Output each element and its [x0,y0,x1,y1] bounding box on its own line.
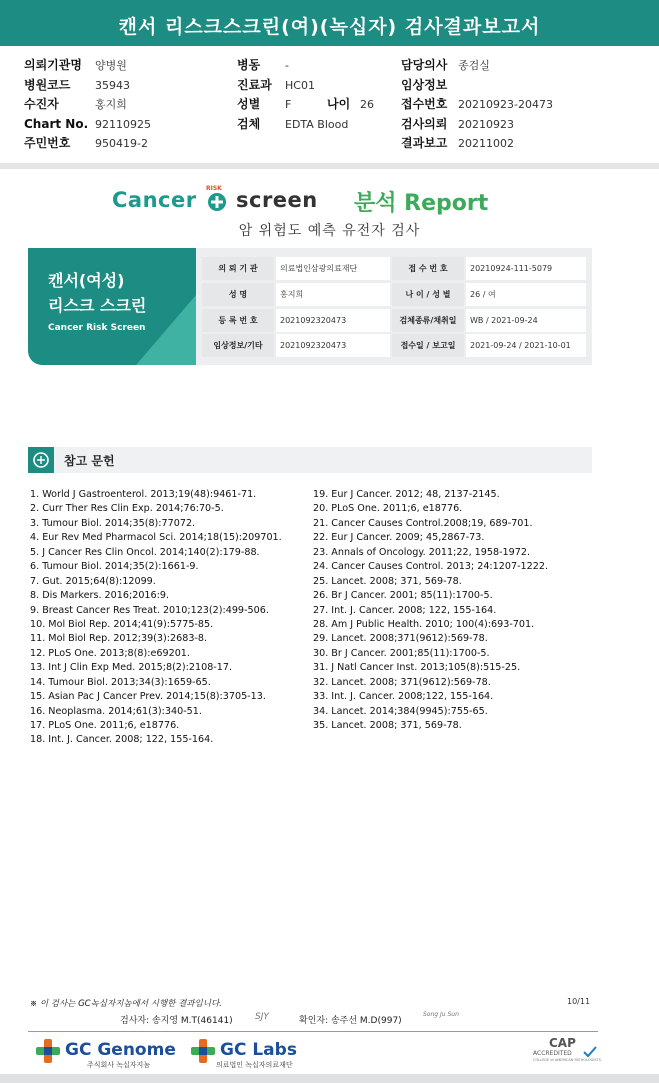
info-value: 2021092320473 [276,309,390,332]
reference-item: 29. Lancet. 2008;371(9612):569-78. [313,633,488,645]
gc-cross-icon [190,1038,216,1064]
reference-item: 9. Breast Cancer Res Treat. 2010;123(2):499-506. [30,604,269,616]
reference-item: 35. Lancet. 2008; 371, 569-78. [313,720,462,731]
reference-item: 26. Br J Cancer. 2001; 85(11):1700-5. [313,590,493,602]
reference-item: 5. J Cancer Res Clin Oncol. 2014;140(2):179-88. [30,546,260,558]
reference-item: 20. PLoS One. 2011;6, e18776. [313,503,463,515]
reference-item: 24. Cancer Causes Control. 2013; 24:1207-1222. [313,561,548,573]
reference-item: 33. Int. J. Cancer. 2008;122, 155-164. [313,691,494,703]
info-label: 임상정보/기타 [202,334,274,357]
footer-note: ※ 이 검사는 GC녹십자지놈에서 시행한 결과입니다. [30,999,222,1009]
reference-item: 31. J Natl Cancer Inst. 2013;105(8):515-25. [313,662,521,674]
logo-risk: RISK [206,185,222,192]
gc-labs-logo [190,1036,320,1070]
hdr-label: 주민번호 [24,136,71,151]
hdr-value: HC01 [285,78,315,92]
card-english-title: Cancer Risk Screen [48,323,146,333]
reference-item: 13. Int J Clin Exp Med. 2015;8(2):2108-17. [30,662,233,674]
reference-item: 21. Cancer Causes Control.2008;19, 689-701. [313,517,533,529]
logo-report: 분석 Report [354,191,489,216]
hdr-label: 진료과 [237,77,272,92]
cancer-screen-logo [112,185,532,218]
tester-signature-line: 검사자: 송지영 M.T(46141) [120,1016,233,1026]
cap-accredited-text: ACCREDITED [533,1050,572,1057]
hdr-value: 양병원 [95,59,127,72]
reference-item: 27. Int. J. Cancer. 2008; 122, 155-164. [313,604,497,616]
report-info-table [196,248,592,365]
report-subtitle: 암 위험도 예측 유전자 검사 [238,223,421,239]
reference-item: 30. Br J Cancer. 2001;85(11):1700-5. [313,647,490,659]
reference-item: 23. Annals of Oncology. 2011;22, 1958-1972. [313,546,531,558]
info-label: 성 명 [202,283,274,306]
reference-item: 17. PLoS One. 2011;6, e18776. [30,720,180,731]
info-label: 접 수 번 호 [392,257,464,280]
info-value: 의료법인삼광의료재단 [276,257,390,280]
hdr-label: 수진자 [24,97,59,112]
hdr-value: 20210923-20473 [458,98,553,112]
cap-accredited-logo [533,1036,603,1070]
hdr-value: 950419-2 [95,137,148,151]
logo-cancer: Cancer [112,188,197,212]
page-number: 10/11 [567,997,591,1006]
reference-item: 22. Eur J Cancer. 2009; 45,2867-73. [313,532,485,544]
gc-cross-icon [35,1038,61,1064]
hdr-value: EDTA Blood [285,117,349,131]
reference-item: 12. PLoS One. 2013;8(8):e69201. [30,647,190,659]
reference-item: 3. Tumour Biol. 2014;35(8):77072. [30,517,196,529]
hdr-label: 검사의뢰 [401,116,448,131]
title-bar [0,0,659,46]
gc-labs-subtitle: 의료법인 녹십자의료재단 [216,1061,293,1069]
reference-item: 15. Asian Pac J Cancer Prev. 2014;15(8):3705-13. [30,691,266,703]
cap-small-text: COLLEGE of AMERICAN PATHOLOGISTS [533,1058,601,1062]
info-label: 나 이 / 성 별 [392,283,464,306]
info-label: 의 뢰 기 관 [202,257,274,280]
reference-item: 18. Int. J. Cancer. 2008; 122, 155-164. [30,734,214,746]
hdr-label: 결과보고 [401,136,448,151]
references-title: 참고 문헌 [64,454,115,468]
reference-item: 32. Lancet. 2008; 371(9612):569-78. [313,676,491,688]
reference-item: 28. Am J Public Health. 2010; 100(4):693-701. [313,618,535,630]
gc-genome-name: GC Genome [65,1040,176,1060]
hdr-label: 의뢰기관명 [24,58,82,72]
hdr-value: 홍지희 [95,98,127,112]
reference-item: 2. Curr Ther Res Clin Exp. 2014;76:70-5. [30,503,224,515]
hdr-value: - [285,59,289,72]
bottom-strip [0,1074,659,1083]
reference-item: 19. Eur J Cancer. 2012; 48, 2137-2145. [313,489,500,500]
plus-icon [208,193,226,211]
reference-item: 14. Tumour Biol. 2013;34(3):1659-65. [30,676,211,688]
references-list-right [313,488,548,733]
tester-signature: SJY [255,1012,269,1022]
info-value: 2021092320473 [276,334,390,357]
patient-info-col1 [24,56,151,154]
gc-genome-logo [35,1036,185,1070]
card-title-line2: 리스크 스크린 [48,296,147,315]
info-value: 홍지희 [276,283,390,306]
reference-item: 11. Mol Biol Rep. 2012;39(3):2683-8. [30,633,208,645]
checkmark-icon [583,1046,597,1058]
hdr-value: 20210923 [458,117,514,131]
hdr-label: 담당의사 [401,58,448,72]
reference-item: 25. Lancet. 2008; 371, 569-78. [313,575,462,587]
section-divider [0,163,659,169]
info-value: 26 / 여 [466,283,586,306]
footer-divider [28,1031,598,1032]
reference-item: 16. Neoplasma. 2014;61(3):340-51. [30,705,202,717]
patient-info-col2 [237,56,374,134]
hdr-label: 접수번호 [401,97,448,112]
info-value: WB / 2021-09-24 [466,309,586,332]
hdr-label: 성별 [237,97,261,112]
hdr-label: 임상정보 [401,77,448,92]
hdr-value: F [285,98,292,112]
report-title: 캔서 리스크스크린(여)(녹십자) 검사결과보고서 [118,16,541,38]
reference-item: 1. World J Gastroenterol. 2013;19(48):9461-71. [30,489,257,500]
reference-item: 10. Mol Biol Rep. 2014;41(9):5775-85. [30,618,214,630]
info-label: 등 록 번 호 [202,309,274,332]
hdr-value: 20211002 [458,137,514,151]
card-title-line1: 캔서(여성) [48,271,125,290]
reference-item: 34. Lancet. 2014;384(9945):755-65. [313,705,488,717]
reference-item: 7. Gut. 2015;64(8):12099. [30,575,156,587]
confirmer-signature-line: 확인자: 송주선 M.D(997) [299,1016,402,1026]
age-label: 나이 [327,97,351,112]
age-value: 26 [360,98,374,112]
confirmer-signature: Song Ju Sun [423,1011,459,1018]
gc-genome-subtitle: 주식회사 녹십자지놈 [87,1061,151,1069]
cap-text: CAP [549,1036,576,1050]
book-icon [28,447,54,473]
reference-item: 4. Eur Rev Med Pharmacol Sci. 2014;18(15):209701. [30,532,282,544]
info-value: 20210924-111-5079 [466,257,586,280]
reference-item: 8. Dis Markers. 2016;2016:9. [30,590,170,602]
hdr-value: 92110925 [95,117,151,131]
hdr-value: 종검실 [458,59,490,72]
logo-screen: screen [236,188,318,212]
info-label: 접수일 / 보고일 [392,334,464,357]
hdr-value: 35943 [95,78,130,92]
hdr-label: 병동 [237,58,261,72]
patient-info-col3 [401,56,553,154]
gc-labs-name: GC Labs [220,1040,297,1060]
references-list-left [30,488,282,748]
info-label: 검체종류/채취일 [392,309,464,332]
info-value: 2021-09-24 / 2021-10-01 [466,334,586,357]
references-header [28,447,592,473]
hdr-label: Chart No. [24,116,89,131]
reference-item: 6. Tumour Biol. 2014;35(2):1661-9. [30,561,199,573]
product-card [28,248,196,365]
hdr-label: 검체 [237,116,261,131]
hdr-label: 병원코드 [24,77,71,92]
